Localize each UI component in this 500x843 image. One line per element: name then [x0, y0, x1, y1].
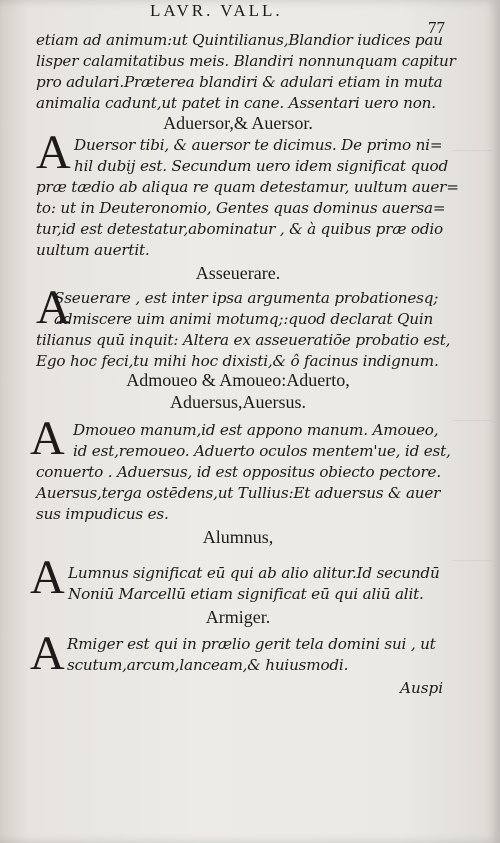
text-line: hil dubij est. Secundum uero idem significat quod: [74, 157, 449, 175]
text-line: conuerto . Aduersus, id est oppositus obiecto pectore.: [36, 463, 441, 481]
text-line: id est,remoueo. Aduerto oculos mentem'ue, id est,: [73, 442, 451, 460]
entry-heading: Aduersor,& Auersor.: [163, 113, 313, 133]
text-line: admiscere uim animi motumq;:quod declarat Quin: [54, 310, 434, 328]
text-line: to: ut in Deuteronomio, Gentes quas dominus auersa=: [36, 199, 446, 217]
text-line: tilianus quū inquit: Altera ex asseueratiōe probatio est,: [36, 331, 451, 349]
drop-capital: A: [30, 627, 65, 680]
text-line: pro adulari.Præterea blandiri & adulari etiam in muta: [36, 73, 443, 91]
page-number: 77: [428, 18, 445, 37]
entry-heading: Admoueo & Amoueo:Aduerto,: [126, 370, 350, 390]
text-line: animalia cadunt,ut patet in cane. Assentari uero non.: [36, 94, 436, 112]
text-line: scutum,arcum,lanceam,& huiusmodi.: [67, 656, 349, 674]
drop-capital: A: [30, 551, 65, 604]
drop-capital: A: [30, 412, 65, 465]
catchword: Auspi: [400, 679, 444, 697]
text-line: etiam ad animum:ut Quintilianus,Blandior iudices pau: [36, 31, 443, 49]
entry-heading: Armiger.: [205, 607, 271, 627]
text-line: Sseuerare , est inter ipsa argumenta probationesq;: [54, 289, 439, 307]
text-line: Ego hoc feci,tu mihi hoc dixisti,& ô facinus indignum.: [36, 352, 439, 370]
drop-capital: A: [36, 126, 71, 179]
text-line: Auersus,terga ostēdens,ut Tullius:Et aduersus & auer: [36, 484, 441, 502]
text-line: sus impudicus es.: [36, 505, 169, 523]
entry-heading: Asseuerare.: [195, 263, 281, 283]
text-line: Duersor tibi, & auersor te dicimus. De primo ni=: [74, 136, 443, 154]
text-line: Dmoueo manum,id est appono manum. Amoueo,: [73, 421, 439, 439]
text-line: tur,id est detestatur,abominatur , & à quibus præ odio: [36, 220, 443, 238]
entry-heading: Aduersus,Auersus.: [170, 392, 306, 412]
running-head: LAVR. VALL.: [150, 1, 283, 20]
text-line: Rmiger est qui in prælio gerit tela domini sui , ut: [67, 635, 436, 653]
text-line: Lumnus significat eū qui ab alio alitur.Id secundū: [68, 564, 440, 582]
entry-heading: Alumnus,: [202, 527, 274, 547]
text-line: præ tædio ab aliqua re quam detestamur, uultum auer=: [36, 178, 459, 196]
text-line: Noniū Marcellū etiam significat eū qui aliū alit.: [68, 585, 424, 603]
drop-capital: A: [36, 281, 71, 334]
text-line: uultum auertit.: [36, 241, 150, 259]
text-line: lisper calamitatibus meis. Blandiri nonnunquam capitur: [36, 52, 456, 70]
